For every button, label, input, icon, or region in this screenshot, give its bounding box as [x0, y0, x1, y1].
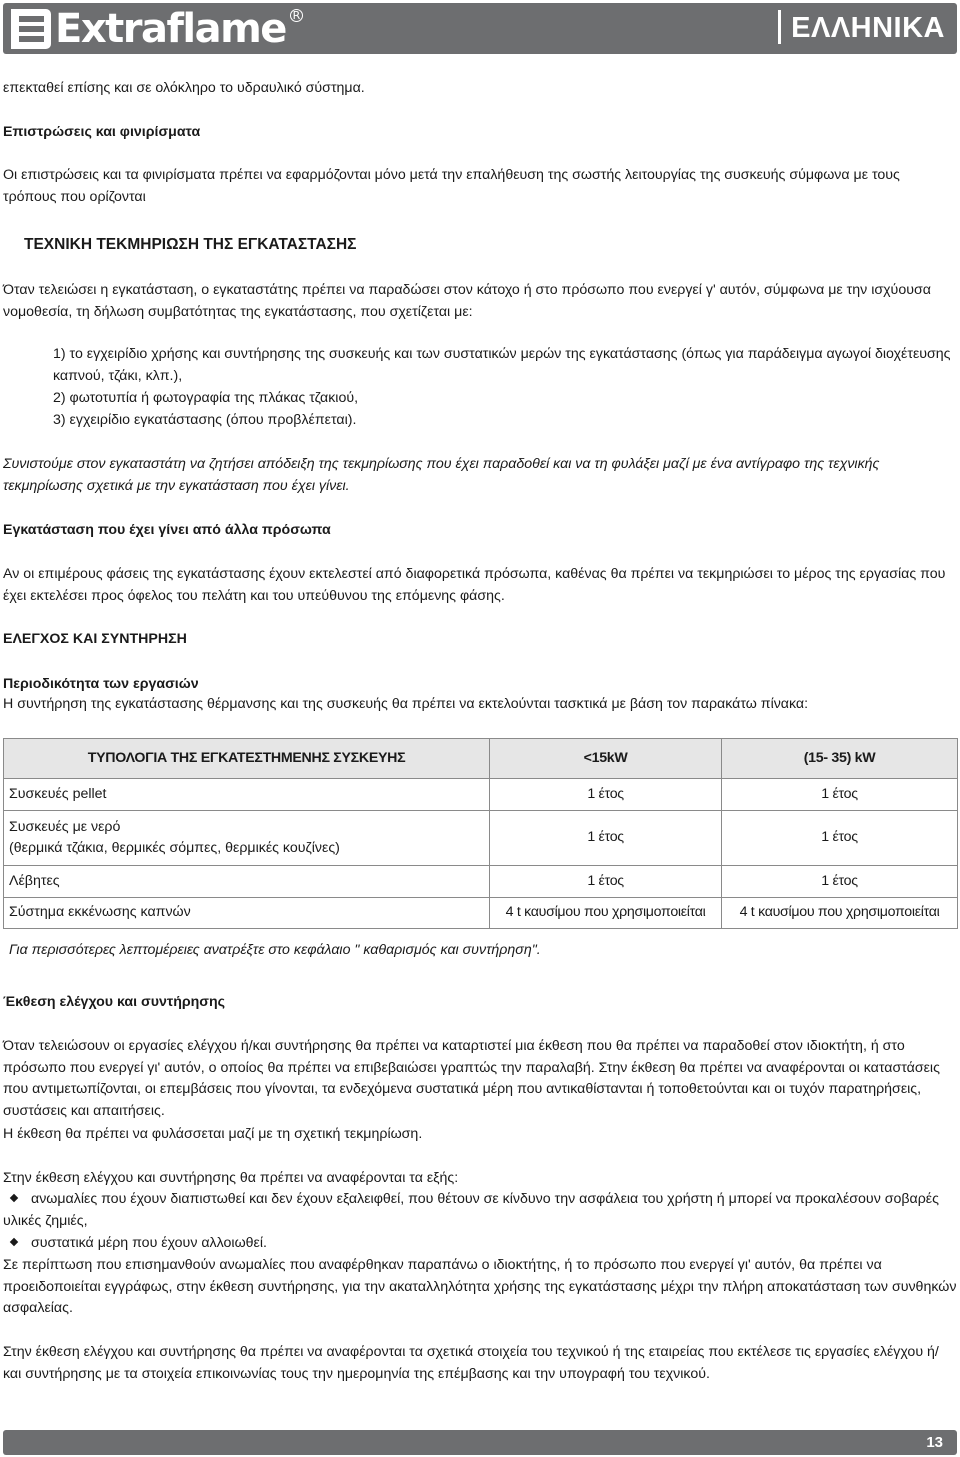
maintenance-table — [3, 738, 958, 929]
report-paragraph-1: Όταν τελειώσουν οι εργασίες ελέγχου ή/και συντήρησης θα πρέπει να καταρτιστεί μια έκθεση που θα πρέπει να παραδοθεί στον ιδιοκτήτη, ή στο πρόσωπο που ενεργεί γι' αυτόν, ο οποίος θα πρέπει να επιβεβαιώσει γραπτώς την παραλαβή. Στην έκθεση θα πρέπει να αναφέρονται οι καταστάσεις που αντιμετωπίζονται, οι επεμβάσεις που γίνονται, τα ενδεχόμενα συστατικά μέρη που αντικαθίστανται ή τοποθετούνται και οι τυχόν παρατηρήσεις, συστάσεις και απαιτήσεις. — [3, 1038, 940, 1119]
report-bullet-1-text: ανωμαλίες που έχουν διαπιστωθεί και δεν έχουν εξαλειφθεί, που θέτουν σε κίνδυνο την ασφάλεια του χρήστη ή μπορεί να προκαλέσουν σοβαρές υλικές ζημιές, — [3, 1191, 939, 1229]
table-cell-mid: 1 έτος — [722, 866, 958, 898]
table-footnote: Για περισσότερες λεπτομέρειες ανατρέξτε στο κεφάλαιο " καθαρισμός και συντήρηση". — [9, 942, 541, 958]
language-text: ΕΛΛΗΝΙΚΑ — [791, 12, 945, 44]
table-cell-type-line-2: (θερμικά τζάκια, θερμικές σόμπες, θερμικές κουζίνες) — [9, 840, 340, 856]
report-bullet-2-text: συστατικά μέρη που έχουν αλλοιωθεί. — [31, 1235, 267, 1251]
table-cell-type — [4, 811, 490, 866]
extraflame-logo-icon — [9, 7, 53, 51]
page-footer — [3, 1430, 957, 1455]
bullet-diamond-icon — [10, 1238, 18, 1246]
table-cell-type: Συσκευές pellet — [4, 779, 490, 811]
table-header-low-power: <15kW — [490, 739, 722, 779]
table-row — [4, 779, 958, 811]
brand-logo — [9, 7, 303, 51]
finishes-title: Επιστρώσεις και φινιρίσματα — [3, 124, 201, 140]
others-text: Αν οι επιμέρους φάσεις της εγκατάστασης έχουν εκτελεστεί από διαφορετικά πρόσωπα, καθένας θα πρέπει να τεκμηριώσει το μέρος της εργασίας που έχει εκτελέσει προς όφελος του πελάτη και του υπεύθυνου της επόμενης φάσης. — [3, 566, 946, 604]
table-header-row — [4, 739, 958, 779]
page-header — [3, 3, 957, 54]
report-paragraph-3: Στην έκθεση ελέγχου και συντήρησης θα πρέπει να αναφέρονται τα εξής: — [3, 1170, 459, 1186]
table-row — [4, 898, 958, 929]
table-header-type: ΤΥΠΟΛΟΓΙΑ ΤΗΣ ΕΓΚΑΤΕΣΤΗΜΕΝΗΣ ΣΥΣΚΕΥΗΣ — [4, 739, 490, 779]
page-number: 13 — [926, 1434, 943, 1451]
table-cell-type: Λέβητες — [4, 866, 490, 898]
table-row — [4, 811, 958, 866]
maintenance-title: ΕΛΕΓΧΟΣ ΚΑΙ ΣΥΝΤΗΡΗΣΗ — [3, 631, 187, 647]
table-cell-mid: 4 t καυσίμου που χρησιμοποιείται — [722, 898, 958, 929]
registered-mark: R — [290, 9, 303, 22]
report-bullet-1 — [3, 1189, 957, 1232]
table-row — [4, 866, 958, 898]
report-paragraph-4: Σε περίπτωση που επισημανθούν ανωμαλίες που αναφέρθηκαν παραπάνω ο ιδιοκτήτης, ή το πρόσωπο που ενεργεί γι' αυτόν, θα πρέπει να προειδοποιείται εγγράφως, στην έκθεση συντήρησης, για την ακαταλληλότητα χρήσης της εγκατάστασης μέχρι την πλήρη αποκατάσταση των συνθηκών ασφαλείας. — [3, 1257, 957, 1316]
maintenance-subtitle: Περιοδικότητα των εργασιών — [3, 676, 199, 692]
table-header-mid-power: (15- 35) kW — [722, 739, 958, 779]
language-label — [778, 3, 945, 54]
documentation-title: ΤΕΧΝΙΚΗ ΤΕΚΜΗΡΙΩΣΗ ΤΗΣ ΕΓΚΑΤΑΣΤΑΣΗΣ — [24, 236, 357, 253]
brand-name: Extraflame — [55, 6, 286, 52]
table-cell-low: 1 έτος — [490, 811, 722, 866]
documentation-list-item-2: 2) φωτοτυπία ή φωτογραφία της πλάκας τζακιού, — [53, 390, 359, 406]
table-cell-mid: 1 έτος — [722, 811, 958, 866]
language-divider — [778, 10, 781, 44]
table-cell-low: 4 t καυσίμου που χρησιμοποιείται — [490, 898, 722, 929]
finishes-text: Οι επιστρώσεις και τα φινιρίσματα πρέπει να εφαρμόζονται μόνο μετά την επαλήθευση της σωστής λειτουργίας της συσκευής σύμφωνα με τους τρόπους που ορίζονται — [3, 167, 900, 205]
documentation-list-item-3: 3) εγχειρίδιο εγκατάστασης (όπου προβλέπεται). — [53, 412, 357, 428]
documentation-note: Συνιστούμε στον εγκαταστάτη να ζητήσει απόδειξη της τεκμηρίωσης που έχει παραδοθεί και να τη φυλάξει μαζί με ένα αντίγραφο της τεχνικής τεκμηρίωσης σχετικά με την εγκατάσταση που έχει γίνει. — [3, 456, 880, 494]
others-title: Εγκατάσταση που έχει γίνει από άλλα πρόσωπα — [3, 522, 331, 538]
table-cell-type-line-1: Συσκευές με νερό — [9, 818, 121, 835]
documentation-text: Όταν τελειώσει η εγκατάσταση, ο εγκαταστάτης πρέπει να παραδώσει στον κάτοχο ή στο πρόσωπο που ενεργεί γ' αυτόν, σύμφωνα με την ισχύουσα νομοθεσία, τη δήλωση συμβατότητας της εγκατάστασης, που σχετίζεται με: — [3, 282, 931, 320]
report-paragraph-2: Η έκθεση θα πρέπει να φυλάσσεται μαζί με τη σχετική τεκμηρίωση. — [3, 1126, 423, 1142]
maintenance-text: Η συντήρηση της εγκατάστασης θέρμανσης και της συσκευής θα πρέπει να εκτελούνται τασκτικά με βάση τον παρακάτω πίνακα: — [3, 696, 809, 712]
documentation-list-item-1: 1) το εγχειρίδιο χρήσης και συντήρησης της συσκευής και των συστατικών μερών της εγκατάστασης (όπως για παράδειγμα αγωγοί διοχέτευσης καπνού, τζάκι, κλπ.), — [53, 346, 951, 384]
report-paragraph-5: Στην έκθεση ελέγχου και συντήρησης θα πρέπει να αναφέρονται τα σχετικά στοιχεία του τεχνικού ή της εταιρείας που εκτέλεσε τις εργασίες ελέγχου ή/και συντήρησης με τα στοιχεία επικοινωνίας τους την ημερομηνία της επέμβασης και την υπογραφή του τεχνικού. — [3, 1344, 939, 1382]
intro-text: επεκταθεί επίσης και σε ολόκληρο το υδραυλικό σύστημα. — [3, 80, 365, 96]
table-cell-low: 1 έτος — [490, 779, 722, 811]
report-bullet-2 — [3, 1233, 957, 1255]
report-title: Έκθεση ελέγχου και συντήρησης — [3, 994, 226, 1010]
bullet-diamond-icon — [10, 1194, 18, 1202]
table-cell-type: Σύστημα εκκένωσης καπνών — [4, 898, 490, 929]
table-cell-low: 1 έτος — [490, 866, 722, 898]
table-cell-mid: 1 έτος — [722, 779, 958, 811]
